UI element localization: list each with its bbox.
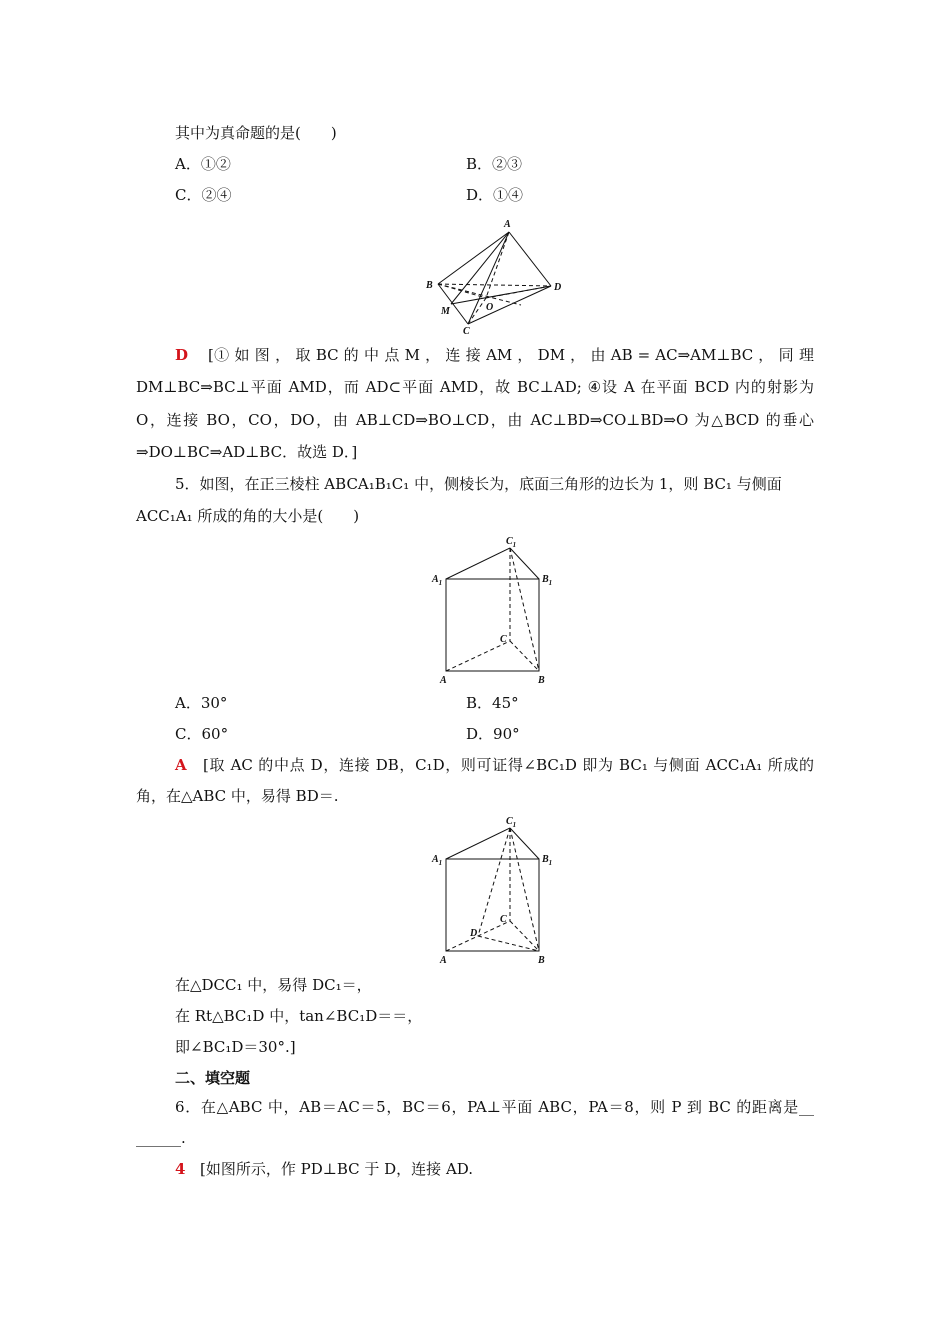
q5-option-b: B．45° [466,694,519,712]
q5-step2: 在 Rt△BC₁D 中，tan∠BC₁D＝＝， [175,1007,423,1025]
q4-explanation-line1: [① 如 图 ， 取 BC 的 中 点 M ， 连 接 AM ， DM ， 由 AB = AC⇒AM⊥BC ， 同 理 [208,346,814,364]
q6-stem-line1: 6．在△ABC 中，AB＝AC＝5，BC＝6，PA⊥平面 ABC，PA＝8，则 P 到 BC 的距离是__ [175,1098,814,1116]
fig4-label-a: A [504,219,511,230]
fig5-label-c: C [500,634,507,645]
q5-answer-letter: A [175,756,187,774]
q4-option-b: B．②③ [466,155,523,173]
q4-answer-letter: D [175,346,189,364]
q4-explanation-line4: ⇒DO⊥BC⇒AD⊥BC．故选 D．] [136,443,358,461]
fig5-label-c1: $C_1$ [506,536,517,549]
fig5-label-b: B [538,675,545,686]
fig5b-label-c1: $C_1$ [506,816,517,829]
q6-explanation: [如图所示，作 PD⊥BC 于 D，连接 AD. [200,1160,474,1178]
q4-option-a: A．①② [175,155,231,173]
fig5b-label-a1: $A_1$ [432,854,443,867]
q6-answer-value: 4 [175,1160,186,1178]
fig5b-label-d: D [470,928,478,939]
fig5-label-a1: $A_1$ [432,574,443,587]
q5-step1: 在△DCC₁ 中，易得 DC₁＝， [175,976,372,994]
q5-explanation-line1: [取 AC 的中点 D，连接 DB，C₁D，则可证得∠BC₁D 即为 BC₁ 与侧面 ACC₁A₁ 所成的 [203,756,814,774]
fig4-label-c: C [463,326,470,337]
fig4-label-m: M [441,306,450,317]
fig5-label-b1: $B_1$ [542,574,553,587]
q6-stem-line2: ______. [136,1129,186,1147]
q5-stem-line2: ACC₁A₁ 所成的角的大小是( ) [136,507,360,525]
fig5b-label-b: B [538,955,545,966]
fig5b-label-c: C [500,914,507,925]
fig5-label-a: A [440,675,447,686]
q4-option-c: C．②④ [175,186,232,204]
q5-explanation-line2: 角，在△ABC 中，易得 BD＝. [136,787,339,805]
q5-option-a: A．30° [175,694,228,712]
fig4-label-b: B [426,280,433,291]
prism-with-d-figure [428,812,558,970]
tetrahedron-figure [418,212,568,340]
fig5b-label-a: A [440,955,447,966]
q5-option-d: D．90° [466,725,520,743]
fig4-label-o: O [486,302,494,313]
q4-explanation-line3: O，连接 BO，CO，DO，由 AB⊥CD⇒BO⊥CD，由 AC⊥BD⇒CO⊥BD⇒O 为△BCD 的垂心 [136,411,814,429]
prism-figure [428,532,558,690]
q5-stem-line1: 5．如图，在正三棱柱 ABCA₁B₁C₁ 中，侧棱长为，底面三角形的边长为 1，则 BC₁ 与侧面 [175,475,782,493]
section-title: 二、填空题 [175,1069,251,1087]
q4-option-d: D．①④ [466,186,524,204]
q4-explanation-line2: DM⊥BC⇒BC⊥平面 AMD，而 AD⊂平面 AMD，故 BC⊥AD; ④设 A 在平面 BCD 内的射影为 [136,378,814,396]
fig4-label-d: D [554,282,562,293]
q5-step3: 即∠BC₁D＝30°.] [175,1038,296,1056]
q5-option-c: C．60° [175,725,229,743]
fig5b-label-b1: $B_1$ [542,854,553,867]
q4-stem-tail: 其中为真命题的是( ) [175,124,337,142]
